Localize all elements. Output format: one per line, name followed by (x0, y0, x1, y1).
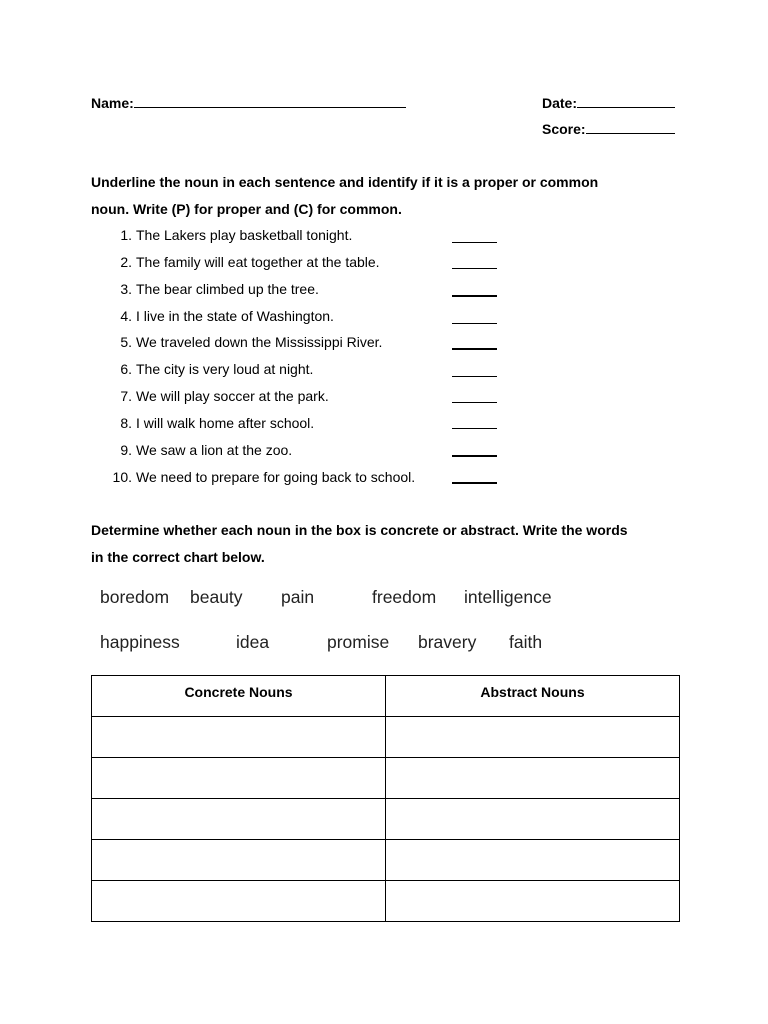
item-text: We traveled down the Mississippi River. (136, 334, 383, 350)
concrete-cell[interactable] (92, 840, 386, 881)
date-label: Date: (542, 95, 578, 111)
table-header-row (92, 676, 680, 717)
item-text: We need to prepare for going back to school. (136, 469, 416, 485)
abstract-cell[interactable] (386, 717, 680, 758)
abstract-nouns-header: Abstract Nouns (386, 676, 680, 717)
answer-blank-8[interactable] (452, 428, 497, 429)
concrete-nouns-header: Concrete Nouns (92, 676, 386, 717)
date-blank-line[interactable] (577, 93, 675, 108)
word-item: happiness (100, 632, 180, 652)
word-item: pain (281, 587, 315, 607)
section1-instruction-line1: Underline the noun in each sentence and identify if it is a proper or common (91, 174, 599, 190)
table-row (92, 840, 680, 881)
word-item: promise (327, 632, 390, 652)
item-text: The family will eat together at the table. (136, 254, 380, 270)
word-item: beauty (190, 587, 243, 607)
item-text: We saw a lion at the zoo. (136, 442, 293, 458)
table-row (92, 799, 680, 840)
table-row (92, 758, 680, 799)
item-number: 10. (112, 469, 132, 485)
answer-blank-10[interactable] (452, 482, 497, 484)
item-number: 3. (120, 281, 132, 297)
date-field (542, 93, 675, 112)
item-text: The city is very loud at night. (136, 361, 314, 377)
answer-blank-5[interactable] (452, 348, 497, 350)
section1-instructions (91, 169, 678, 223)
answer-blank-6[interactable] (452, 376, 497, 377)
score-blank-line[interactable] (586, 119, 675, 134)
section2-instructions (91, 517, 681, 571)
item-number: 4. (120, 308, 132, 324)
answer-blank-1[interactable] (452, 242, 497, 243)
section1-instruction-line2: noun. Write (P) for proper and (C) for common. (91, 201, 402, 217)
item-text: The Lakers play basketball tonight. (136, 227, 353, 243)
noun-chart-table (91, 675, 680, 922)
item-text: We will play soccer at the park. (136, 388, 329, 404)
word-item: bravery (418, 632, 477, 652)
name-field (91, 93, 406, 112)
item-number: 9. (120, 442, 132, 458)
answer-blank-4[interactable] (452, 323, 497, 324)
section2-instruction-line1: Determine whether each noun in the box is concrete or abstract. Write the words (91, 522, 628, 538)
word-item: faith (509, 632, 543, 652)
score-field (542, 119, 675, 138)
sentence-list (91, 226, 511, 496)
name-label: Name: (91, 95, 134, 111)
item-number: 2. (120, 254, 132, 270)
word-item: intelligence (464, 587, 552, 607)
word-item: freedom (372, 587, 437, 607)
abstract-cell[interactable] (386, 799, 680, 840)
abstract-cell[interactable] (386, 758, 680, 799)
word-bank (0, 585, 768, 660)
concrete-cell[interactable] (92, 881, 386, 922)
answer-blank-9[interactable] (452, 455, 497, 457)
abstract-cell[interactable] (386, 881, 680, 922)
item-number: 8. (120, 415, 132, 431)
concrete-cell[interactable] (92, 799, 386, 840)
item-number: 1. (120, 227, 132, 243)
answer-blank-3[interactable] (452, 295, 497, 297)
concrete-cell[interactable] (92, 717, 386, 758)
answer-blank-2[interactable] (452, 268, 497, 269)
concrete-cell[interactable] (92, 758, 386, 799)
item-text: The bear climbed up the tree. (136, 281, 319, 297)
table-row (92, 717, 680, 758)
item-text: I will walk home after school. (136, 415, 315, 431)
abstract-cell[interactable] (386, 840, 680, 881)
answer-blank-7[interactable] (452, 402, 497, 403)
item-text: I live in the state of Washington. (136, 308, 334, 324)
table-row (92, 881, 680, 922)
word-item: boredom (100, 587, 170, 607)
item-number: 7. (120, 388, 132, 404)
name-blank-line[interactable] (134, 93, 406, 108)
word-item: idea (236, 632, 270, 652)
item-number: 5. (120, 334, 132, 350)
score-label: Score: (542, 121, 586, 137)
section2-instruction-line2: in the correct chart below. (91, 549, 265, 565)
item-number: 6. (120, 361, 132, 377)
